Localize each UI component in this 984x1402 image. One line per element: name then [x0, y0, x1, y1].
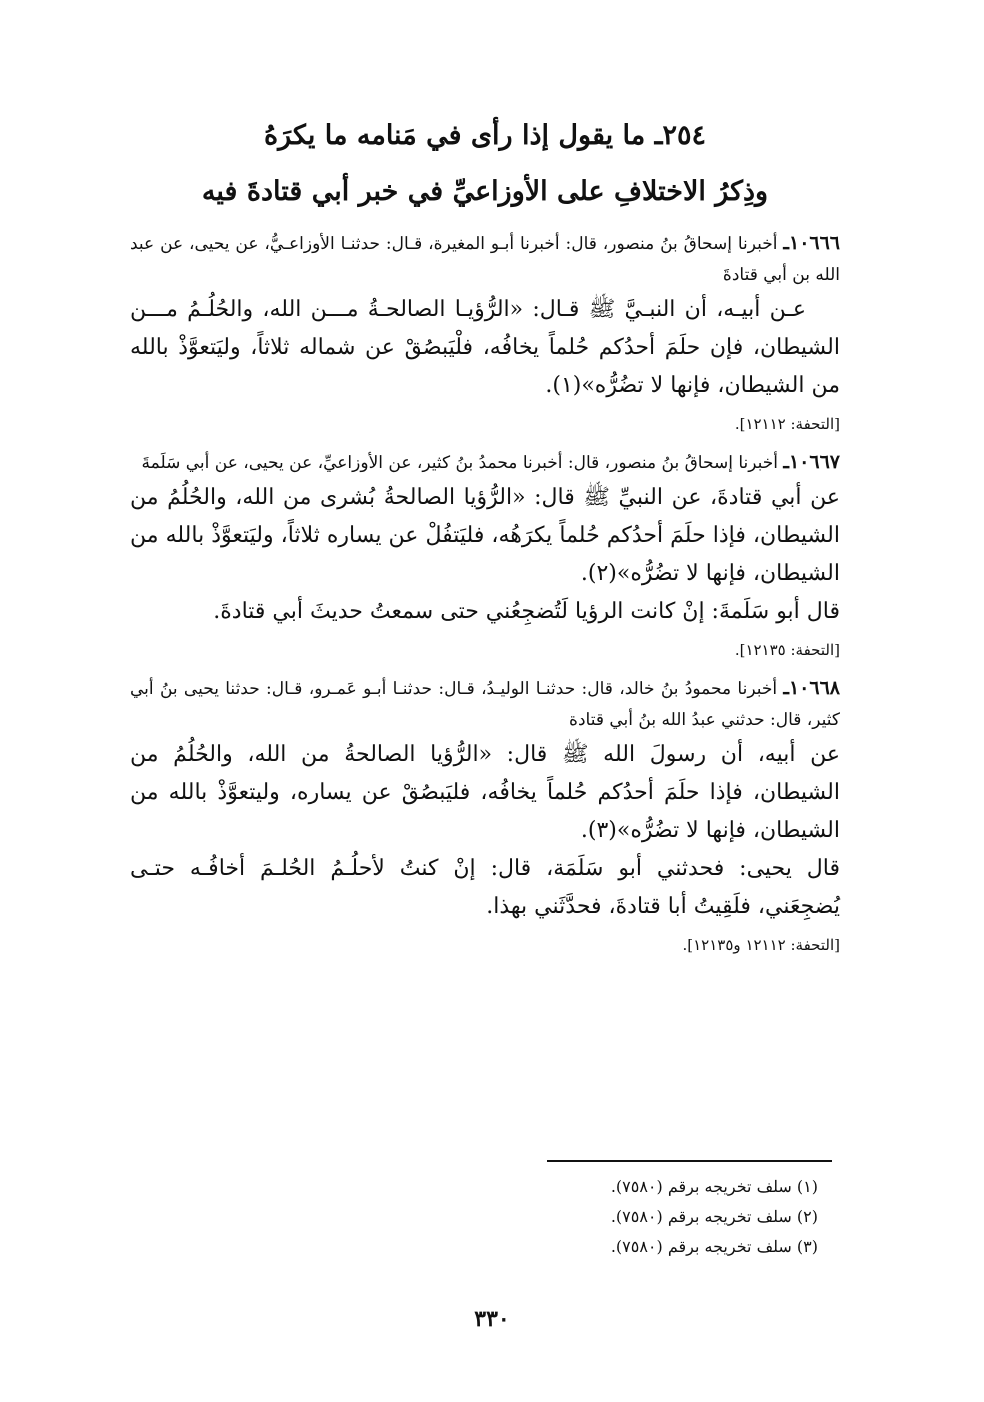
hadith-comment: قال يحيى: فحدثني أبو سَلَمَة، قال: إنْ كنتُ لأحلُـمُ الحُلـمَ أخافُـه حتـى يُضجِعَني، فلَقِيتُ أبا قتادةَ، فحدَّثَني بهذا.	[130, 856, 840, 919]
hadith-matn	[130, 479, 840, 593]
hadith-isnad	[130, 447, 840, 479]
isnad-text: أخبرنا إسحاقُ بنُ منصور، قال: أخبرنا محمدُ بنُ كثير، عن الأوزاعيِّ، عن يحيى، عن أبي سَلَمةَ	[141, 453, 778, 473]
chapter-title-line-1: ٢٥٤ـ ما يقول إذا رأى في مَنامه ما يكرَهُ	[263, 120, 707, 151]
tuhfa-reference: [التحفة: ١٢١١٢ و١٢١٣٥].	[682, 936, 840, 954]
hadith-comment: قال أبو سَلَمةَ: إنْ كانت الرؤيا لَتُضجِعُني حتى سمعتُ حديثَ أبي قتادةَ.	[213, 599, 840, 624]
footnote-2: (٢) سلف تخريجه برقم (٧٥٨٠).	[610, 1207, 818, 1226]
footnote-3: (٣) سلف تخريجه برقم (٧٥٨٠).	[610, 1237, 818, 1256]
hadith-matn	[130, 291, 840, 405]
page-number: ٣٣٠	[474, 1306, 510, 1332]
hadith-10667	[130, 447, 840, 663]
hadith-10668	[130, 673, 840, 958]
matn-text: عـن أبيـه، أن النبـيَّ ﷺ قـال: «الرُّؤيـا الصالحـةُ مـــن الله، والحُلُـمُ مـــن الشيطان، فإن حلَمَ أحدُكم حُلماً يخافُه، فلْيَبصُقْ عن شماله ثلاثاً، وليَتعوَّذْ بالله من الشيطان، فإنها لا تضُرُّه»(١).	[130, 297, 840, 398]
footnote-1: (١) سلف تخريجه برقم (٧٥٨٠).	[610, 1177, 818, 1196]
hadith-number: ١٠٦٦٨ـ	[783, 677, 840, 699]
hadith-number: ١٠٦٦٦ـ	[783, 232, 841, 254]
chapter-title	[130, 108, 840, 220]
hadith-isnad	[130, 673, 840, 736]
footnotes	[160, 1160, 832, 1262]
hadith-10666	[130, 228, 840, 437]
hadith-matn	[130, 736, 840, 850]
tuhfa-reference: [التحفة: ١٢١٣٥].	[734, 641, 840, 659]
hadith-number: ١٠٦٦٧ـ	[783, 451, 840, 473]
page-body	[130, 108, 840, 968]
matn-text: عن أبيه، أن رسولَ الله ﷺ قال: «الرُّؤيا الصالحةُ من الله، والحُلُمُ من الشيطان، فإذا حلَمَ أحدُكم حُلماً يخافُه، فليَبصُقْ عن يساره، وليتعوَّذْ بالله من الشيطان، فإنها لا تضُرُّه»(٣).	[130, 742, 840, 843]
isnad-text: أخبرنا إسحاقُ بنُ منصور، قال: أخبرنا أبـو المغيرة، قـال: حدثنـا الأوزاعـيُّ، عن يحيى، عن عبد الله بن أبي قتادةَ	[130, 234, 840, 285]
footnote-divider	[547, 1160, 832, 1162]
hadith-isnad	[130, 228, 840, 291]
chapter-title-line-2: وذِكرُ الاختلافِ على الأوزاعيِّ في خبر أبي قتادةَ فيه	[201, 176, 769, 207]
tuhfa-reference: [التحفة: ١٢١١٢].	[734, 415, 840, 433]
isnad-text: أخبرنا محمودُ بنُ خالد، قال: حدثنـا الوليـدُ، قـال: حدثنـا أبـو عَمـرو، قـال: حدثنا يحيى بنُ أبي كثير، قال: حدثني عبدُ الله بنُ أبي قتادة	[130, 679, 840, 730]
matn-text: عن أبي قتادةَ، عن النبيِّ ﷺ قال: «الرُّؤيا الصالحةُ بُشرى من الله، والحُلُمُ من الشيطان، فإذا حلَمَ أحدُكم حُلماً يكرَهُه، فليَتفُلْ عن يساره ثلاثاً، وليَتعوَّذْ بالله من الشيطان، فإنها لا تضُرُّه»(٢).	[130, 485, 840, 586]
